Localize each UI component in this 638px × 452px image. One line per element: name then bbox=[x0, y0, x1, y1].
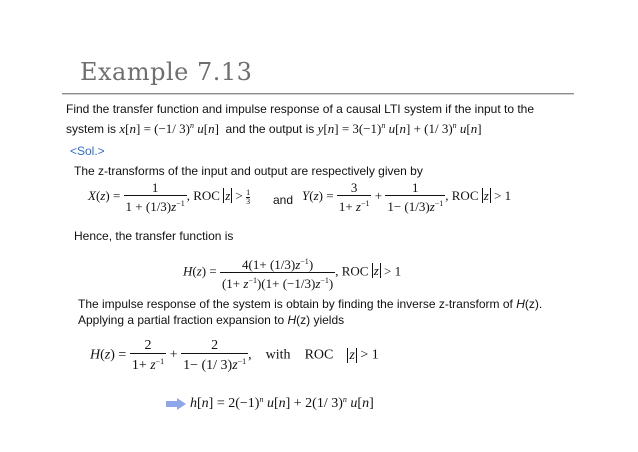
roc-label: ROC bbox=[304, 347, 334, 363]
and-label: and bbox=[273, 193, 294, 207]
with-label: with bbox=[265, 347, 291, 363]
impulse-response-equation: $h[n] = 2(-1)^n$ u[n] + 2(1/ 3)$^n$ u[n] bbox=[190, 395, 374, 411]
partial-fraction-equation: H(z) = $\frac{2}{1+ z^{-1}}$ + $\frac{2}{1- (1/ 3)z^{-1}}$ , with ROC z > 1 bbox=[90, 338, 379, 373]
intro-output-is: and the output is bbox=[225, 122, 315, 136]
xz-equation: X(z) = $\frac{1}{1 + (1/3)z^{-1}}$ , ROC z > $\frac{1}{3}$ bbox=[88, 180, 251, 214]
impulse-line-1: The impulse response of the system is obtain by finding the inverse z-transform of H(z). bbox=[78, 297, 543, 311]
intro-line-1: Find the transfer function and impulse response of a causal LTI system if the input to the bbox=[66, 102, 535, 116]
hence-line: Hence, the transfer function is bbox=[74, 229, 234, 243]
slide-title: Example 7.13 bbox=[80, 58, 253, 86]
ztransform-intro: The z-transforms of the input and output are respectively given by bbox=[74, 164, 423, 178]
impulse-line-2: Applying a partial fraction expansion to H(z) yields bbox=[78, 313, 345, 327]
input-equation: x[n] = (−1/ 3)$^n$ u[n] bbox=[119, 121, 223, 136]
solution-label: <Sol.> bbox=[70, 144, 105, 158]
title-divider-shadow bbox=[62, 94, 574, 95]
yz-equation: Y(z) = $\frac{3}{1+ z^{-1}}$ + $\frac{1}{1- (1/3)z^{-1}}$ , ROC z > 1 bbox=[302, 180, 512, 214]
intro-line-2 bbox=[66, 118, 482, 137]
intro-system-is: system is bbox=[66, 122, 117, 136]
hz-transfer-function: H(z) = $\frac{4(1+ (1/3)z^{-1})}{(1+ z^{-1})(1+ (-1/3)z^{-1})}$ , ROC z > 1 bbox=[183, 254, 401, 291]
right-arrow-icon bbox=[166, 398, 186, 410]
output-equation: $y[n] = 3(-1)^n$ u[n] + (1/ 3)$^n$ u[n] bbox=[317, 121, 482, 136]
